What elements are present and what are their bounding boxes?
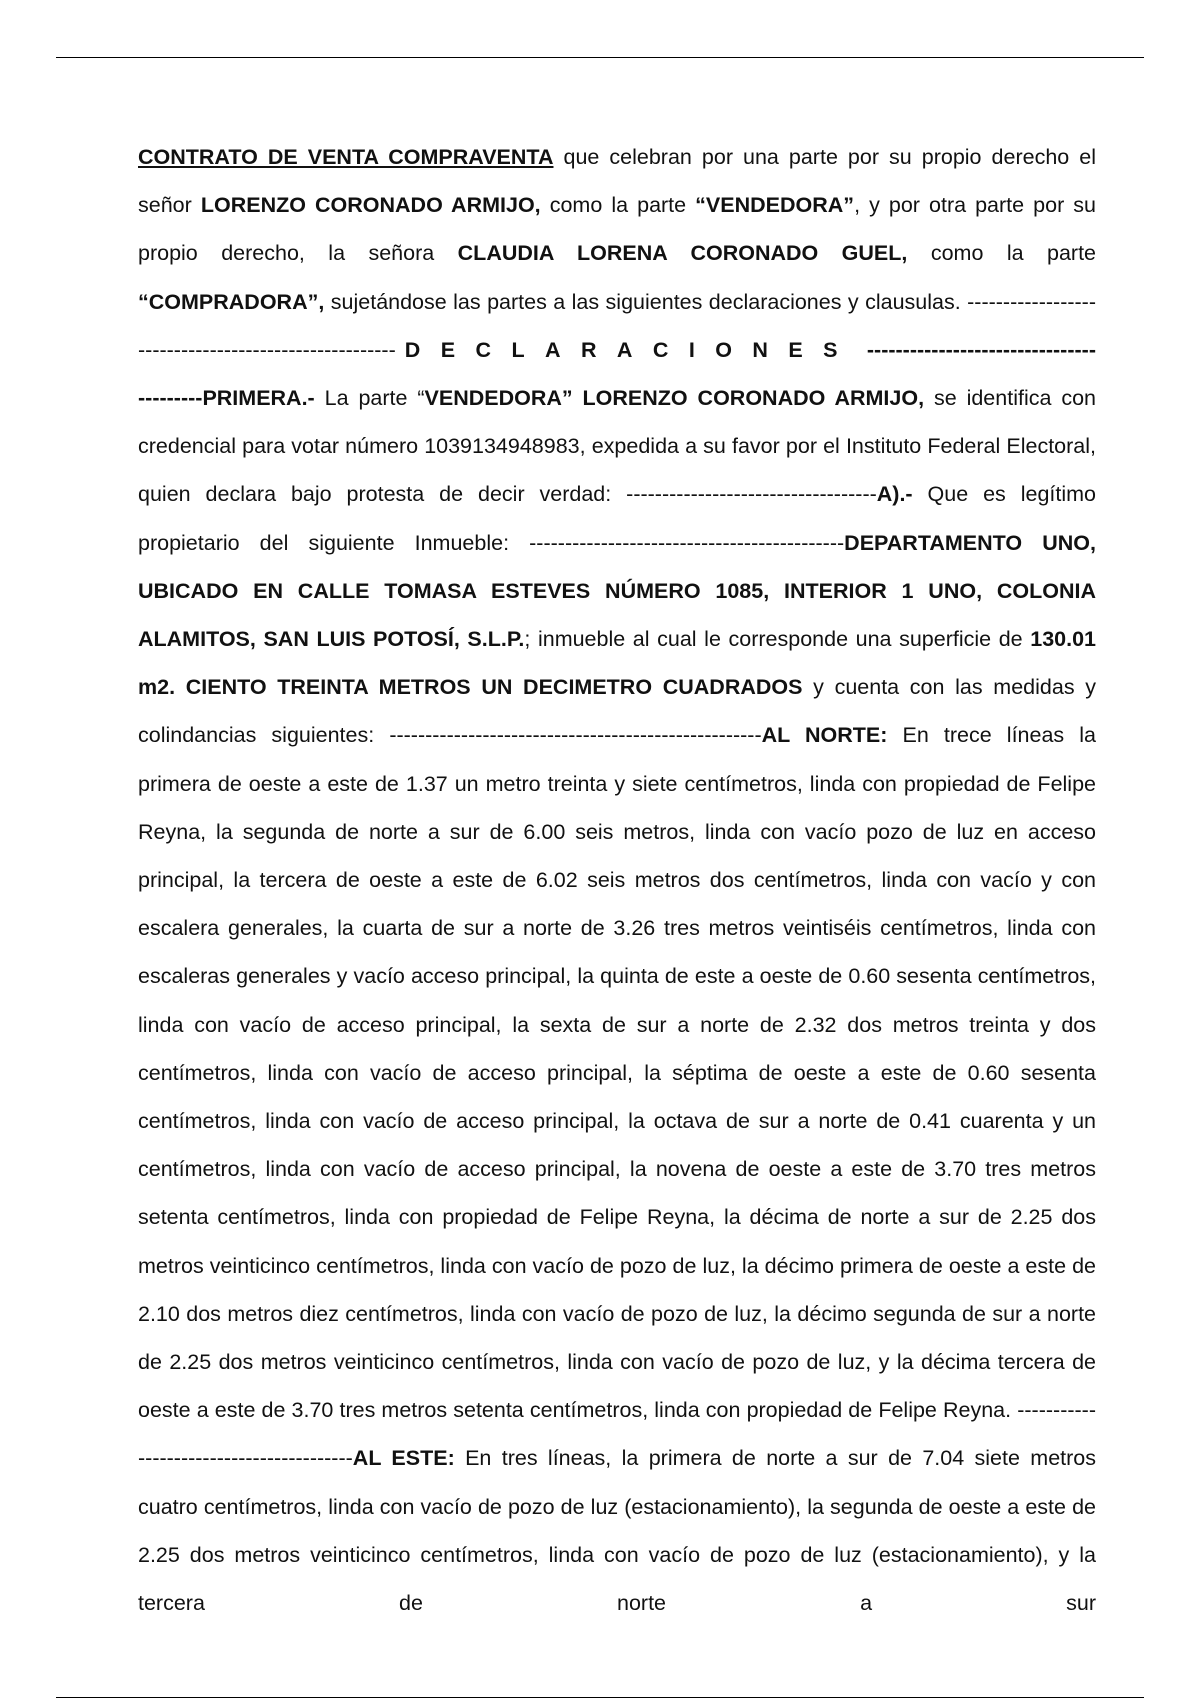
text-segment: , y por otra parte por su propio derecho, la señora [138,193,1096,266]
contract-text [138,133,1096,1627]
text-segment: DEPARTAMENTO UNO, UBICADO EN CALLE TOMASA ESTEVES NÚMERO 1085, INTERIOR 1 UNO, COLONIA ALAMITOS, SAN LUIS POTOSÍ, S.L.P. [138,530,1096,652]
header-rule [56,57,1144,58]
text-segment: 130.01 m2. CIENTO TREINTA METROS UN DECIMETRO CUADRADOS [138,627,1096,700]
text-segment: que celebran por una parte por su propio derecho el señor [138,145,1096,218]
text-segment: ----------------------------------------- [138,337,1096,411]
text-segment: En tres líneas, la primera de norte a sur de 7.04 siete metros cuatro centímetros, linda con vacío de pozo de luz (estacionamiento), la segunda de oeste a este de 2.25 dos metros veinticinco centímetros, linda con vacío de pozo de luz (estacionamiento), y la tercera de norte a sur [138,1446,1096,1616]
text-segment: ------------------------------------------------------ [138,289,1096,362]
text-segment: sujetándose las partes a las siguientes declaraciones y clausulas. [324,289,968,314]
text-segment: ----------------------------------------- [138,1398,1096,1471]
text-segment: y cuenta con las medidas y colindancias siguientes: [138,675,1096,748]
text-segment: “VENDEDORA” [695,193,855,218]
text-segment: A).- [876,482,913,507]
text-segment: DECLARACIONES [404,337,858,362]
text-segment: CONTRATO DE VENTA COMPRAVENTA [138,145,554,169]
document-page [138,133,1096,1697]
text-segment: VENDEDORA” LORENZO CORONADO ARMIJO, [424,386,925,411]
text-segment: se identifica con credencial para votar número 1039134948983, expedida a su favor por el Instituto Federal Electoral, quien declara bajo protesta de decir verdad: [138,386,1096,507]
text-segment: ---------------------------------------------------- [389,723,762,748]
text-segment: ----------------------------------- [626,482,877,507]
text-segment: Que es legítimo propietario del siguiente Inmueble: [138,482,1096,555]
text-segment: como la parte [907,241,1096,266]
text-segment: LORENZO CORONADO ARMIJO, [200,193,541,218]
text-segment: ; inmueble al cual le corresponde una superficie de [524,627,1031,652]
text-segment: como la parte [540,193,696,218]
text-segment: PRIMERA.- [202,386,315,411]
text-segment: CLAUDIA LORENA CORONADO GUEL, [457,241,908,266]
text-segment [858,338,867,362]
text-segment: AL NORTE: [761,723,888,748]
text-segment: La parte “ [314,386,425,411]
text-segment: AL ESTE: [352,1446,455,1471]
text-segment: En trece líneas la primera de oeste a este de 1.37 un metro treinta y siete centímetros, linda con propiedad de Felipe Reyna, la segunda de norte a sur de 6.00 seis metros, linda con vacío pozo de luz en acceso principal, la tercera de oeste a este de 6.02 seis metros dos centímetros, linda con vacío y con escalera generales, la cuarta de sur a norte de 3.26 tres metros veintiséis centímetros, linda con escaleras generales y vacío acceso principal, la quinta de este a oeste de 0.60 sesenta centímetros, linda con vacío de acceso principal, la sexta de sur a norte de 2.32 dos metros treinta y dos centímetros, linda con vacío de acceso principal, la séptima de oeste a este de 0.60 sesenta centímetros, linda con vacío de acceso principal, la octava de sur a norte de 0.41 cuarenta y un centímetros, linda con vacío de acceso principal, la novena de oeste a este de 3.70 tres metros setenta centímetros, linda con propiedad de Felipe Reyna, la décima de norte a sur de 2.25 dos metros veinticinco centímetros, linda con vacío de pozo de luz, la décimo primera de oeste a este de 2.10 dos metros diez centímetros, linda con vacío de pozo de luz, la décimo segunda de sur a norte de 2.25 dos metros veinticinco centímetros, linda con vacío de pozo de luz, y la décima tercera de oeste a este de 3.70 tres metros setenta centímetros, linda con propiedad de Felipe Reyna. [138,723,1096,1423]
footer-rule [56,1697,1144,1698]
text-segment: “COMPRADORA”, [138,289,325,314]
text-segment: -------------------------------------------- [529,530,845,555]
